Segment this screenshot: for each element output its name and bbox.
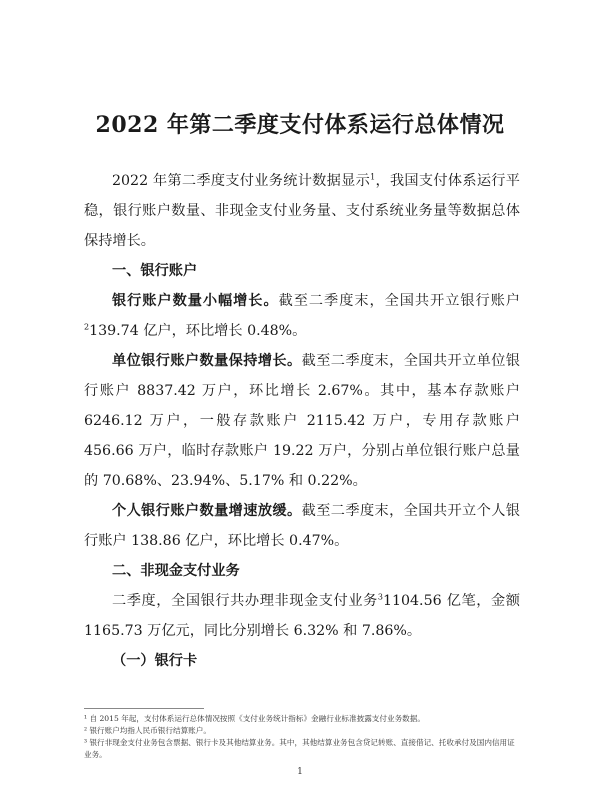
paragraph-personal-accounts	[84, 496, 520, 556]
document-body	[84, 166, 520, 676]
footnote-ref-2: 2	[84, 322, 90, 332]
lead-personal-accounts: 个人银行账户数量增速放缓。	[112, 503, 302, 519]
intro-text-b: ，我国支付体系运行平稳，银行账户数量、非现金支付业务量、支付系统业务量等数据总体保持增长。	[84, 173, 520, 249]
footnote-3: ³ 银行非现金支付业务包含票据、银行卡及其他结算业务。其中，其他结算业务包含贷记转账、直接借记、托收承付及国内信用证业务。	[84, 738, 515, 759]
page-number: 1	[297, 767, 303, 777]
footnote-ref-3: 3	[377, 592, 383, 602]
lead-bank-accounts: 银行账户数量小幅增长。	[112, 293, 279, 309]
footnote-ref-1: 1	[370, 172, 376, 182]
page-title: 2022 年第二季度支付体系运行总体情况	[95, 112, 505, 138]
text-noncash-a: 二季度，全国银行共办理非现金支付业务	[112, 593, 378, 609]
text-personal-accounts: 截至二季度末，全国共开立个人银行账户 138.86 亿户，环比增长 0.47%。	[84, 503, 520, 549]
intro-paragraph	[84, 166, 520, 256]
text-bank-accounts-a: 截至二季度末，全国共开立银行账户	[278, 293, 520, 309]
footnote-1: ¹ 自 2015 年起，支付体系运行总体情况按照《支付业务统计指标》金融行业标准披露支付业务数据。	[84, 714, 425, 723]
text-bank-accounts-b: 139.74 亿户，环比增长 0.48%。	[89, 323, 307, 339]
paragraph-bank-accounts	[84, 286, 520, 346]
footnotes	[84, 713, 520, 761]
lead-unit-accounts: 单位银行账户数量保持增长。	[112, 353, 302, 369]
section-heading-noncash-payments: 二、非现金支付业务	[112, 563, 240, 579]
section-heading-bank-accounts: 一、银行账户	[112, 263, 198, 279]
intro-text-a: 2022 年第二季度支付业务统计数据显示	[112, 173, 371, 189]
text-unit-accounts: 截至二季度末，全国共开立单位银行账户 8837.42 万户，环比增长 2.67%。其中，基本存款账户 6246.12 万户，一般存款账户 2115.42 万户，专用存款账户 456.66 万户，临时存款账户 19.22 万户，分别占单位银行账户总量的 70.68%、23.94%、5.17% 和 0.22%。	[84, 353, 520, 489]
subsection-heading-bank-cards: （一）银行卡	[112, 653, 198, 669]
footnote-divider	[84, 708, 204, 709]
footnote-2: ² 银行账户均指人民币银行结算账户。	[84, 726, 211, 735]
paragraph-noncash-payments	[84, 586, 520, 646]
paragraph-unit-accounts	[84, 346, 520, 496]
text-noncash-b: 1104.56 亿笔，金额 1165.73 万亿元，同比分别增长 6.32% 和 7.86%。	[84, 593, 520, 639]
